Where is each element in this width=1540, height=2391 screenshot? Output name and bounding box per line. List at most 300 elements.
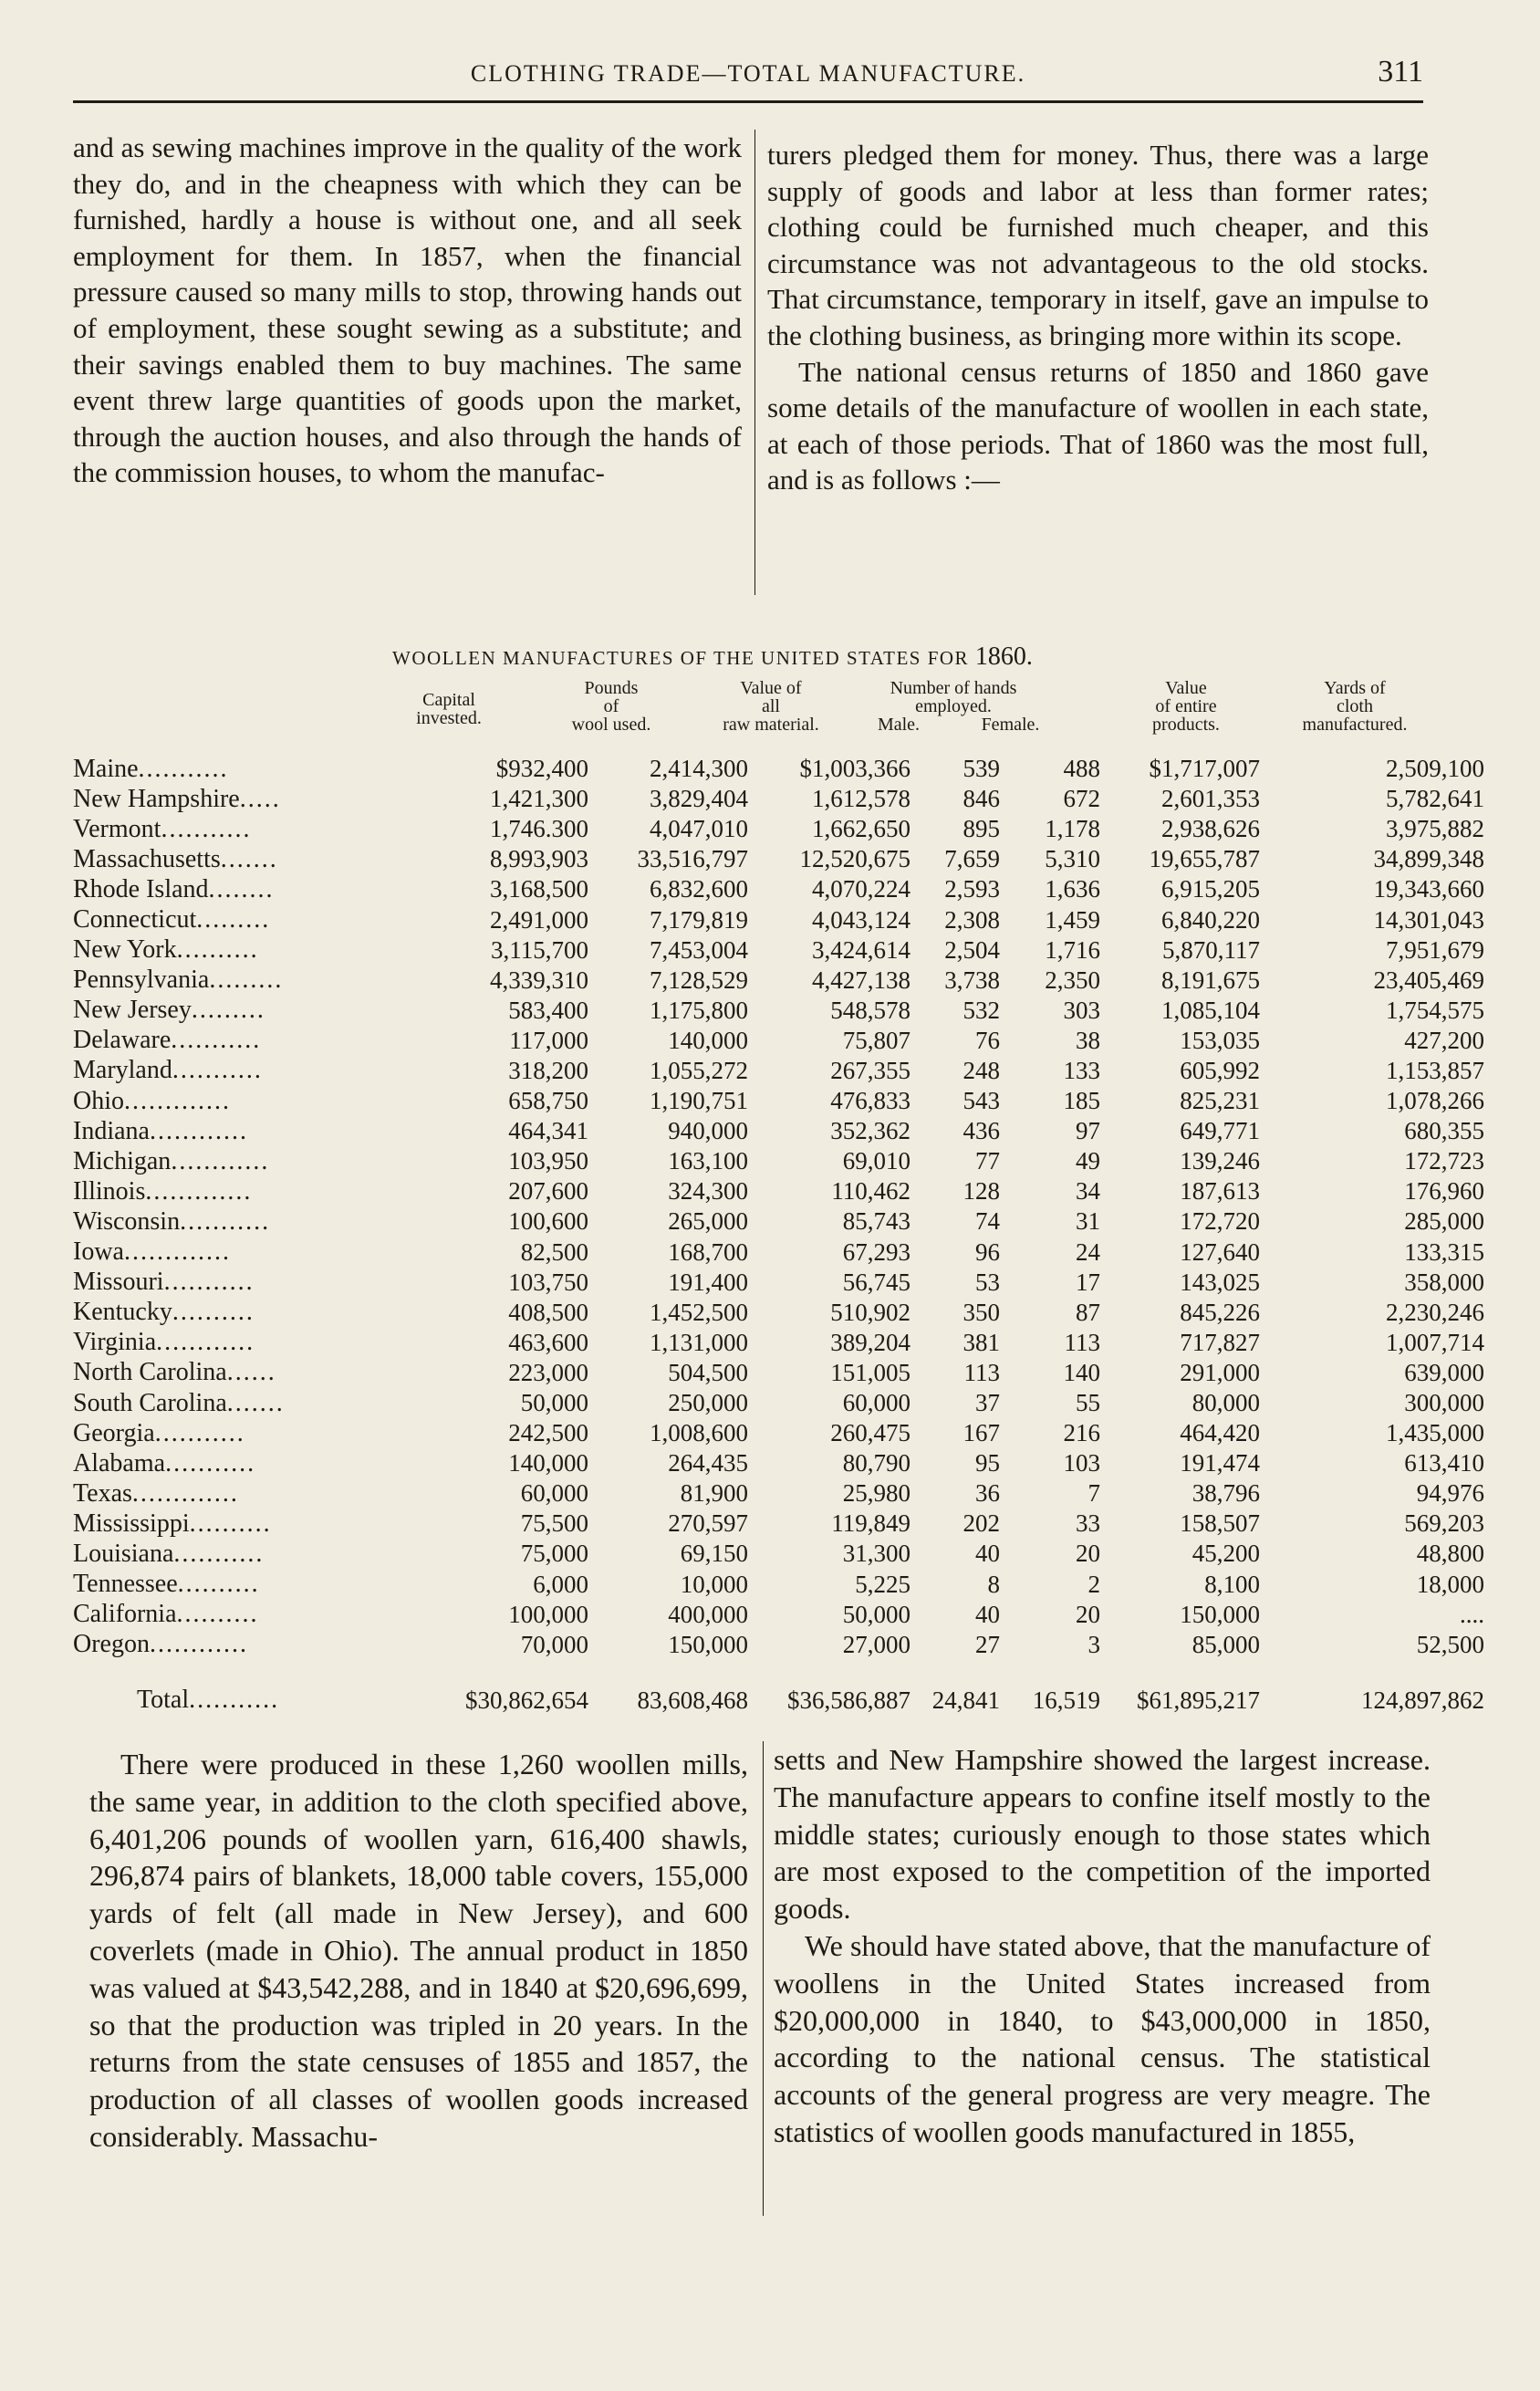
- cell-female: 1,459: [1045, 905, 1100, 934]
- cell-male: 74: [975, 1207, 1000, 1236]
- cell-female: 103: [1063, 1449, 1100, 1477]
- cell-capital: 464,341: [508, 1117, 588, 1145]
- cell-raw: 60,000: [842, 1389, 910, 1417]
- paragraph: and as sewing machines improve in the quality of the work they do, and in the cheapness with which they can be furnished, hardly a house is without one, and all seek employment for them. In 1857, when the financial pressure caused so many mills to stop, throwing hands out of employment, these sought sewing as a substitute; and their savings enabled them to buy machines. The same event threw large quantities of goods upon the market, through the auction houses, and also through the hands of the commission houses, to whom the manufac-: [73, 131, 742, 489]
- cell-raw: 31,300: [842, 1540, 910, 1568]
- cell-capital: 140,000: [508, 1449, 588, 1477]
- cell-raw: 110,462: [831, 1177, 910, 1206]
- cell-raw: 3,424,614: [812, 935, 910, 964]
- cell-male: 381: [962, 1328, 1000, 1356]
- cell-male: 2,308: [944, 905, 1000, 934]
- cell-female: 5,310: [1045, 845, 1100, 873]
- cell-pounds: 7,179,819: [650, 905, 748, 934]
- cell-male: 7,659: [944, 845, 1000, 873]
- cell-female: 16,519: [1032, 1686, 1100, 1714]
- table-row: [73, 1268, 1484, 1298]
- cell-female: 1,716: [1045, 935, 1100, 964]
- cell-yards: 639,000: [1404, 1358, 1484, 1386]
- cell-value: 464,420: [1180, 1419, 1260, 1447]
- cell-yards: 7,951,679: [1386, 935, 1484, 964]
- cell-yards: 1,754,575: [1386, 996, 1484, 1024]
- cell-male: 539: [962, 755, 1000, 783]
- cell-female: 2: [1087, 1570, 1100, 1598]
- cell-capital: 75,000: [520, 1540, 588, 1568]
- cell-raw: 12,520,675: [799, 845, 910, 873]
- cell-pounds: 504,500: [668, 1358, 748, 1386]
- table-row: [73, 1600, 1484, 1630]
- cell-raw: 69,010: [842, 1147, 910, 1175]
- cell-capital: 103,750: [508, 1268, 588, 1296]
- cell-capital: 2,491,000: [490, 905, 588, 934]
- cell-yards: 124,897,862: [1361, 1686, 1484, 1714]
- cell-raw: 50,000: [842, 1600, 910, 1628]
- cell-female: 2,350: [1045, 966, 1100, 994]
- cell-capital: $30,862,654: [465, 1686, 588, 1714]
- state-name: Texas.............: [73, 1478, 239, 1508]
- cell-pounds: 7,128,529: [650, 966, 748, 994]
- cell-value: 8,100: [1204, 1570, 1260, 1598]
- cell-female: 38: [1076, 1026, 1100, 1054]
- state-name: Illinois.............: [73, 1176, 253, 1206]
- cell-value: 717,827: [1180, 1328, 1260, 1356]
- cell-male: 37: [975, 1389, 1000, 1417]
- cell-value: 649,771: [1180, 1117, 1260, 1145]
- header-male: Male.: [877, 715, 921, 735]
- cell-yards: 14,301,043: [1373, 905, 1484, 934]
- cell-male: 27: [975, 1630, 1000, 1658]
- cell-value: 139,246: [1180, 1147, 1260, 1175]
- cell-pounds: 1,055,272: [650, 1056, 748, 1084]
- header-value-raw: Value of all raw material.: [723, 678, 819, 735]
- cell-male: 40: [975, 1540, 1000, 1568]
- cell-value: $1,717,007: [1149, 755, 1260, 783]
- cell-value: $61,895,217: [1137, 1686, 1260, 1714]
- cell-female: 133: [1063, 1056, 1100, 1084]
- cell-male: 202: [962, 1509, 1000, 1538]
- paragraph: setts and New Hampshire showed the largest increase. The manufacture appears to confine itself mostly to the middle states; curiously enough to those states which are most exposed to the competition of the imported goods.: [774, 1743, 1431, 1926]
- state-name: Oregon............: [73, 1630, 248, 1659]
- table-row: [73, 754, 1484, 784]
- header-rule: [73, 100, 1423, 103]
- cell-yards: 427,200: [1404, 1026, 1484, 1054]
- cell-capital: 82,500: [520, 1237, 588, 1266]
- cell-pounds: 191,400: [668, 1268, 748, 1296]
- cell-yards: 285,000: [1404, 1207, 1484, 1236]
- cell-pounds: 1,452,500: [650, 1298, 748, 1326]
- cell-capital: 3,168,500: [490, 875, 588, 903]
- cell-value: 143,025: [1180, 1268, 1260, 1296]
- cell-male: 77: [975, 1147, 1000, 1175]
- cell-capital: 463,600: [508, 1328, 588, 1356]
- cell-yards: 3,975,882: [1386, 815, 1484, 843]
- table-row: [73, 1448, 1484, 1478]
- cell-male: 3,738: [944, 966, 1000, 994]
- table-row: [73, 904, 1484, 934]
- cell-female: 3: [1087, 1630, 1100, 1658]
- cell-pounds: 250,000: [668, 1389, 748, 1417]
- cell-female: 17: [1076, 1268, 1100, 1296]
- cell-yards: 680,355: [1404, 1117, 1484, 1145]
- cell-female: 113: [1064, 1328, 1100, 1356]
- state-name: Total...........: [137, 1685, 280, 1714]
- cell-pounds: 1,131,000: [650, 1328, 748, 1356]
- page-number: 311: [1378, 55, 1423, 89]
- cell-capital: 4,339,310: [490, 966, 588, 994]
- state-name: New York..........: [73, 935, 259, 965]
- cell-raw: 389,204: [830, 1328, 910, 1356]
- table-row: [73, 874, 1484, 904]
- header-value-products: Value of entire products.: [1152, 678, 1220, 735]
- cell-yards: 133,315: [1404, 1237, 1484, 1266]
- cell-capital: 223,000: [508, 1358, 588, 1386]
- cell-capital: 3,115,700: [491, 935, 588, 964]
- cell-value: 158,507: [1180, 1509, 1260, 1538]
- cell-value: 5,870,117: [1162, 935, 1260, 964]
- cell-pounds: 4,047,010: [650, 815, 748, 843]
- state-name: Connecticut.........: [73, 905, 271, 934]
- cell-female: 140: [1063, 1358, 1100, 1386]
- cell-raw: $1,003,366: [799, 755, 910, 783]
- cell-pounds: 265,000: [668, 1207, 748, 1236]
- cell-yards: 176,960: [1404, 1177, 1484, 1206]
- cell-value: 45,200: [1191, 1540, 1260, 1568]
- paragraph: We should have stated above, that the manufacture of woollens in the United States increased from $20,000,000 in 1840, to $43,000,000 in 1850, according to the national census. The statistical accounts of the general progress are very meagre. The statistics of woollen goods manufactured in 1855,: [774, 1928, 1431, 2148]
- table-title: WOOLLEN MANUFACTURES OF THE UNITED STATES FOR 1860.: [392, 642, 1033, 671]
- state-name: Rhode Island........: [73, 874, 275, 903]
- cell-raw: 75,807: [842, 1026, 910, 1054]
- state-name: New Hampshire.....: [73, 784, 281, 813]
- cell-capital: 117,000: [509, 1026, 588, 1054]
- state-name: Virginia............: [73, 1328, 255, 1357]
- cell-pounds: 163,100: [668, 1147, 748, 1175]
- header-female: Female.: [981, 715, 1040, 735]
- cell-capital: 242,500: [508, 1419, 588, 1447]
- column-divider-top: [754, 130, 755, 595]
- cell-value: 19,655,787: [1149, 845, 1260, 873]
- cell-male: 36: [975, 1479, 1000, 1508]
- cell-male: 895: [962, 815, 1000, 843]
- table-row: [73, 1630, 1484, 1660]
- cell-yards: 5,782,641: [1386, 785, 1484, 813]
- cell-value: 6,840,220: [1161, 905, 1260, 934]
- state-name: Massachusetts.......: [73, 844, 278, 873]
- cell-capital: 8,993,903: [490, 845, 588, 873]
- state-name: Iowa.............: [73, 1237, 231, 1267]
- table-row: [73, 1146, 1484, 1176]
- cell-capital: 1,746.300: [490, 815, 588, 843]
- table-row: [73, 935, 1484, 966]
- header-yards: Yards of cloth manufactured.: [1302, 678, 1408, 735]
- state-name: Georgia...........: [73, 1418, 245, 1447]
- cell-pounds: 69,150: [680, 1540, 748, 1568]
- cell-yards: 358,000: [1404, 1268, 1484, 1296]
- cell-yards: 1,078,266: [1386, 1087, 1484, 1115]
- cell-pounds: 140,000: [668, 1026, 748, 1054]
- state-name: California..........: [73, 1600, 259, 1629]
- cell-male: 76: [975, 1026, 1000, 1054]
- cell-pounds: 6,832,600: [650, 875, 748, 903]
- cell-value: 2,938,626: [1161, 815, 1260, 843]
- left-column-bottom: [89, 1746, 748, 2156]
- cell-capital: 50,000: [520, 1389, 588, 1417]
- cell-raw: 4,043,124: [812, 905, 910, 934]
- header-hands: Number of hands employed.: [890, 678, 1017, 716]
- cell-raw: 548,578: [830, 996, 910, 1024]
- cell-male: 113: [963, 1358, 1000, 1386]
- cell-male: 40: [975, 1600, 1000, 1628]
- cell-raw: 1,612,578: [812, 785, 910, 813]
- cell-value: 6,915,205: [1161, 875, 1260, 903]
- table-row: [73, 1539, 1484, 1569]
- cell-male: 8: [987, 1570, 1000, 1598]
- woollen-table: [73, 754, 1484, 1715]
- table-row: [73, 1026, 1484, 1056]
- cell-female: 24: [1076, 1237, 1100, 1266]
- cell-yards: 23,405,469: [1373, 966, 1484, 994]
- header-capital: Capital invested.: [416, 690, 482, 728]
- state-name: Kentucky..........: [73, 1298, 255, 1327]
- table-row: [73, 1418, 1484, 1448]
- table-row: [73, 1570, 1484, 1600]
- cell-capital: 408,500: [508, 1298, 588, 1326]
- cell-female: 20: [1076, 1600, 1100, 1628]
- state-name: Louisiana...........: [73, 1539, 265, 1568]
- cell-male: 128: [962, 1177, 1000, 1206]
- cell-female: 87: [1076, 1298, 1100, 1326]
- state-name: Missouri...........: [73, 1268, 255, 1297]
- cell-capital: $932,400: [495, 755, 588, 783]
- cell-capital: 70,000: [520, 1630, 588, 1658]
- cell-capital: 60,000: [520, 1479, 588, 1508]
- cell-male: 248: [962, 1056, 1000, 1084]
- cell-raw: 151,005: [830, 1358, 910, 1386]
- table-row: [73, 1388, 1484, 1418]
- cell-raw: 67,293: [842, 1237, 910, 1266]
- cell-female: 1,636: [1045, 875, 1100, 903]
- cell-raw: 5,225: [855, 1570, 910, 1598]
- cell-male: 350: [962, 1298, 1000, 1326]
- cell-raw: 260,475: [830, 1419, 910, 1447]
- right-column-top: [767, 137, 1429, 498]
- cell-capital: 1,421,300: [490, 785, 588, 813]
- cell-pounds: 83,608,468: [637, 1686, 748, 1714]
- table-row: [73, 996, 1484, 1026]
- left-column-top: [73, 130, 742, 491]
- paragraph: There were produced in these 1,260 woollen mills, the same year, in addition to the cloth specified above, 6,401,206 pounds of woollen yarn, 616,400 shawls, 296,874 pairs of blankets, 18,000 table covers, 155,000 yards of felt (all made in New Jersey), and 600 coverlets (made in Ohio). The annual product in 1850 was valued at $43,542,288, and in 1840 at $20,696,699, so that the production was tripled in 20 years. In the returns from the state censuses of 1855 and 1857, the production of all classes of woollen goods increased considerably. Massachu-: [89, 1748, 748, 2153]
- cell-value: 85,000: [1191, 1630, 1260, 1658]
- state-name: Ohio.............: [73, 1086, 231, 1115]
- cell-pounds: 168,700: [668, 1237, 748, 1266]
- cell-value: 2,601,353: [1161, 785, 1260, 813]
- cell-pounds: 940,000: [668, 1117, 748, 1145]
- cell-pounds: 33,516,797: [637, 845, 748, 873]
- cell-male: 53: [975, 1268, 1000, 1296]
- cell-pounds: 150,000: [668, 1630, 748, 1658]
- cell-female: 672: [1063, 785, 1100, 813]
- cell-raw: 85,743: [842, 1207, 910, 1236]
- cell-yards: 52,500: [1416, 1630, 1484, 1658]
- state-name: Maine...........: [73, 754, 229, 783]
- cell-yards: 48,800: [1416, 1540, 1484, 1568]
- cell-pounds: 2,414,300: [650, 755, 748, 783]
- cell-value: 38,796: [1191, 1479, 1260, 1508]
- cell-female: 33: [1076, 1509, 1100, 1538]
- state-name: Michigan............: [73, 1146, 270, 1175]
- cell-male: 96: [975, 1237, 1000, 1266]
- paragraph: turers pledged them for money. Thus, there was a large supply of goods and labor at less than former rates; clothing could be furnished much cheaper, and this circumstance was not advantageous to the old stocks. That circumstance, temporary in itself, gave an impulse to the clothing business, as bringing more within its scope.: [767, 139, 1429, 351]
- cell-value: 127,640: [1180, 1237, 1260, 1266]
- table-row: [73, 1086, 1484, 1116]
- cell-capital: 75,500: [520, 1509, 588, 1538]
- table-row: [73, 1176, 1484, 1206]
- cell-pounds: 400,000: [668, 1600, 748, 1628]
- cell-pounds: 324,300: [668, 1177, 748, 1206]
- right-column-bottom: [774, 1741, 1431, 2151]
- cell-raw: 4,070,224: [812, 875, 910, 903]
- cell-value: 605,992: [1180, 1056, 1260, 1084]
- cell-value: 845,226: [1180, 1298, 1260, 1326]
- cell-male: 2,593: [944, 875, 1000, 903]
- state-name: Alabama...........: [73, 1448, 256, 1477]
- cell-capital: 207,600: [508, 1177, 588, 1206]
- cell-pounds: 7,453,004: [650, 935, 748, 964]
- table-row: [73, 814, 1484, 844]
- table-body: [73, 754, 1484, 1715]
- cell-raw: 25,980: [842, 1479, 910, 1508]
- state-name: Maryland...........: [73, 1056, 263, 1085]
- cell-pounds: 1,008,600: [650, 1419, 748, 1447]
- cell-value: 150,000: [1180, 1600, 1260, 1628]
- cell-capital: 100,600: [508, 1207, 588, 1236]
- cell-raw: 352,362: [830, 1117, 910, 1145]
- cell-female: 49: [1076, 1147, 1100, 1175]
- cell-yards: 1,435,000: [1386, 1419, 1484, 1447]
- table-row: [73, 1328, 1484, 1358]
- table-row: [73, 1509, 1484, 1539]
- cell-yards: 569,203: [1404, 1509, 1484, 1538]
- cell-capital: 318,200: [508, 1056, 588, 1084]
- paragraph: The national census returns of 1850 and 1860 gave some details of the manufacture of woollen in each state, at each of those periods. That of 1860 was the most full, and is as follows :—: [767, 355, 1429, 496]
- cell-male: 436: [962, 1117, 1000, 1145]
- cell-raw: 119,849: [831, 1509, 910, 1538]
- cell-raw: 267,355: [830, 1056, 910, 1084]
- cell-male: 532: [962, 996, 1000, 1024]
- cell-yards: 34,899,348: [1373, 845, 1484, 873]
- state-name: Vermont...........: [73, 814, 252, 843]
- table-row: [73, 844, 1484, 874]
- cell-value: 1,085,104: [1161, 996, 1260, 1024]
- cell-yards: 1,007,714: [1386, 1328, 1484, 1356]
- cell-pounds: 1,175,800: [650, 996, 748, 1024]
- table-row: [73, 1206, 1484, 1237]
- cell-capital: 658,750: [508, 1087, 588, 1115]
- table-row: [73, 1116, 1484, 1146]
- cell-yards: 2,230,246: [1386, 1298, 1484, 1326]
- cell-yards: 1,153,857: [1386, 1056, 1484, 1084]
- cell-female: 488: [1063, 755, 1100, 783]
- table-row: [73, 1478, 1484, 1509]
- cell-value: 80,000: [1191, 1389, 1260, 1417]
- cell-yards: 18,000: [1416, 1570, 1484, 1598]
- header-pounds: Pounds of wool used.: [571, 678, 651, 735]
- cell-raw: 1,662,650: [812, 815, 910, 843]
- cell-capital: 100,000: [508, 1600, 588, 1628]
- cell-female: 303: [1063, 996, 1100, 1024]
- cell-male: 2,504: [944, 935, 1000, 964]
- cell-male: 543: [962, 1087, 1000, 1115]
- cell-male: 95: [975, 1449, 1000, 1477]
- cell-capital: 583,400: [508, 996, 588, 1024]
- column-divider-bottom: [763, 1741, 764, 2216]
- state-name: North Carolina......: [73, 1358, 276, 1387]
- cell-yards: ....: [1460, 1600, 1484, 1628]
- table-row: [73, 784, 1484, 814]
- cell-raw: 4,427,138: [812, 966, 910, 994]
- cell-yards: 300,000: [1404, 1389, 1484, 1417]
- cell-pounds: 270,597: [668, 1509, 748, 1538]
- cell-raw: 80,790: [842, 1449, 910, 1477]
- cell-female: 185: [1063, 1087, 1100, 1115]
- cell-female: 216: [1063, 1419, 1100, 1447]
- state-name: Delaware...........: [73, 1026, 262, 1055]
- state-name: Pennsylvania.........: [73, 966, 284, 995]
- state-name: Mississippi..........: [73, 1509, 272, 1538]
- state-name: Indiana............: [73, 1116, 248, 1145]
- cell-yards: 94,976: [1416, 1479, 1484, 1508]
- table-row: [73, 1298, 1484, 1328]
- cell-female: 7: [1087, 1479, 1100, 1508]
- cell-raw: $36,586,887: [787, 1686, 910, 1714]
- cell-female: 1,178: [1045, 815, 1100, 843]
- state-name: Wisconsin...........: [73, 1206, 271, 1236]
- cell-value: 187,613: [1180, 1177, 1260, 1206]
- table-row: [73, 1237, 1484, 1268]
- cell-female: 97: [1076, 1117, 1100, 1145]
- cell-raw: 510,902: [830, 1298, 910, 1326]
- cell-pounds: 3,829,404: [650, 785, 748, 813]
- cell-yards: 19,343,660: [1373, 875, 1484, 903]
- cell-value: 291,000: [1180, 1358, 1260, 1386]
- table-row: [73, 1358, 1484, 1388]
- cell-yards: 2,509,100: [1386, 755, 1484, 783]
- state-name: Tennessee..........: [73, 1570, 260, 1599]
- cell-value: 8,191,675: [1161, 966, 1260, 994]
- cell-female: 20: [1076, 1540, 1100, 1568]
- cell-value: 191,474: [1180, 1449, 1260, 1477]
- cell-yards: 613,410: [1404, 1449, 1484, 1477]
- cell-value: 825,231: [1180, 1087, 1260, 1115]
- cell-male: 167: [962, 1419, 1000, 1447]
- cell-pounds: 81,900: [680, 1479, 748, 1508]
- state-name: South Carolina.......: [73, 1388, 285, 1417]
- cell-pounds: 10,000: [680, 1570, 748, 1598]
- table-row: [73, 1056, 1484, 1086]
- cell-raw: 56,745: [842, 1268, 910, 1296]
- cell-yards: 172,723: [1404, 1147, 1484, 1175]
- cell-value: 172,720: [1180, 1207, 1260, 1236]
- cell-male: 846: [962, 785, 1000, 813]
- cell-raw: 27,000: [842, 1630, 910, 1658]
- table-row: [73, 966, 1484, 996]
- cell-pounds: 264,435: [668, 1449, 748, 1477]
- cell-male: 24,841: [931, 1686, 1000, 1714]
- cell-female: 31: [1076, 1207, 1100, 1236]
- cell-capital: 103,950: [508, 1147, 588, 1175]
- cell-capital: 6,000: [533, 1570, 588, 1598]
- cell-value: 153,035: [1180, 1026, 1260, 1054]
- table-total-row: [73, 1660, 1484, 1715]
- cell-female: 55: [1076, 1389, 1100, 1417]
